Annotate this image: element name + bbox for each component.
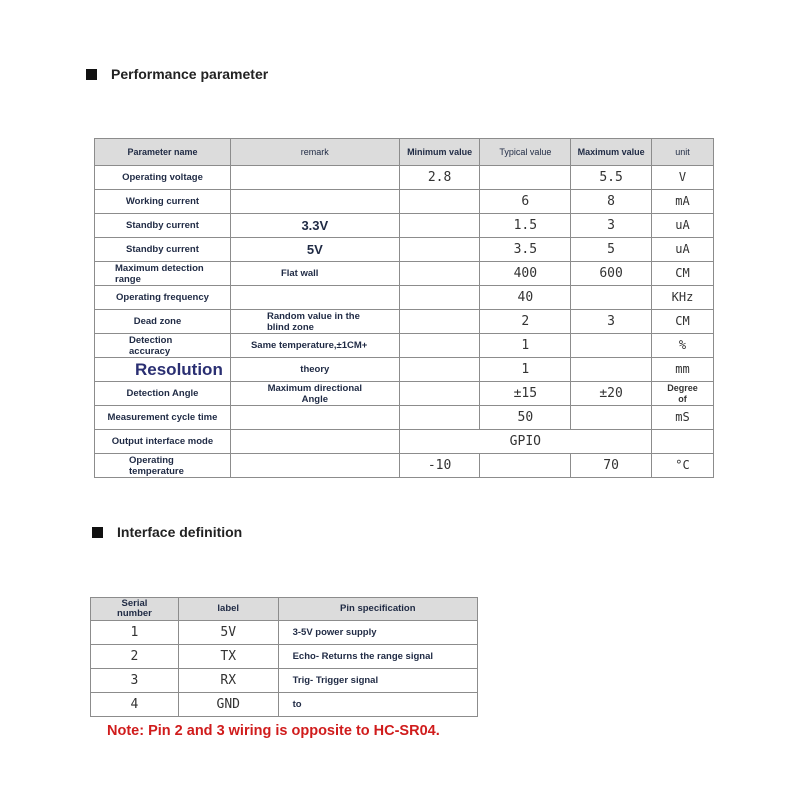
param-name: Operating voltage bbox=[95, 166, 231, 190]
table-row bbox=[95, 382, 714, 406]
param-name: Standby current bbox=[95, 238, 231, 262]
param-max: 3 bbox=[571, 214, 652, 238]
param-unit: uA bbox=[652, 238, 714, 262]
param-remark: Same temperature,±1CM+ bbox=[230, 334, 399, 358]
param-min bbox=[399, 238, 480, 262]
param-unit: CM bbox=[652, 262, 714, 286]
param-name: Detection accuracy bbox=[95, 334, 231, 358]
param-unit bbox=[652, 430, 714, 454]
param-typ: 1.5 bbox=[480, 214, 571, 238]
pin-serial: 2 bbox=[91, 645, 179, 669]
param-typ bbox=[480, 166, 571, 190]
param-max bbox=[571, 334, 652, 358]
param-unit: mS bbox=[652, 406, 714, 430]
param-max: 600 bbox=[571, 262, 652, 286]
interface-header-row bbox=[91, 598, 478, 621]
param-name: Dead zone bbox=[95, 310, 231, 334]
param-typ: 50 bbox=[480, 406, 571, 430]
pin-serial: 1 bbox=[91, 621, 179, 645]
param-name: Resolution bbox=[95, 358, 231, 382]
param-typ: 400 bbox=[480, 262, 571, 286]
pin-spec: Echo- Returns the range signal bbox=[278, 645, 477, 669]
square-bullet-icon bbox=[86, 69, 97, 80]
pin-label: GND bbox=[178, 693, 278, 717]
param-name: Operating frequency bbox=[95, 286, 231, 310]
param-typ: 1 bbox=[480, 358, 571, 382]
pin-label: RX bbox=[178, 669, 278, 693]
param-min bbox=[399, 190, 480, 214]
param-typ: 3.5 bbox=[480, 238, 571, 262]
param-unit: uA bbox=[652, 214, 714, 238]
header-remark: remark bbox=[230, 139, 399, 166]
param-unit: °C bbox=[652, 454, 714, 478]
param-value: GPIO bbox=[399, 430, 651, 454]
param-min bbox=[399, 310, 480, 334]
param-max: 5 bbox=[571, 238, 652, 262]
param-max: 70 bbox=[571, 454, 652, 478]
performance-title-text: Performance parameter bbox=[111, 66, 269, 82]
param-name: Output interface mode bbox=[95, 430, 231, 454]
param-remark bbox=[230, 190, 399, 214]
param-name: Measurement cycle time bbox=[95, 406, 231, 430]
header-serial-number: Serial number bbox=[91, 598, 179, 621]
param-min bbox=[399, 286, 480, 310]
table-row bbox=[95, 190, 714, 214]
param-unit: Degree of bbox=[652, 382, 714, 406]
param-typ: 2 bbox=[480, 310, 571, 334]
param-min: 2.8 bbox=[399, 166, 480, 190]
header-parameter-name: Parameter name bbox=[95, 139, 231, 166]
table-row bbox=[95, 334, 714, 358]
param-remark: Maximum directional Angle bbox=[230, 382, 399, 406]
param-min bbox=[399, 382, 480, 406]
table-row bbox=[95, 310, 714, 334]
param-min bbox=[399, 358, 480, 382]
param-min bbox=[399, 214, 480, 238]
param-max bbox=[571, 286, 652, 310]
param-max: ±20 bbox=[571, 382, 652, 406]
table-row bbox=[95, 430, 714, 454]
performance-header-row bbox=[95, 139, 714, 166]
param-min bbox=[399, 262, 480, 286]
param-max: 5.5 bbox=[571, 166, 652, 190]
param-max bbox=[571, 406, 652, 430]
param-unit: mm bbox=[652, 358, 714, 382]
pin-label: 5V bbox=[178, 621, 278, 645]
header-minimum-value: Minimum value bbox=[399, 139, 480, 166]
param-remark: theory bbox=[230, 358, 399, 382]
interface-table bbox=[90, 597, 478, 717]
param-typ: 1 bbox=[480, 334, 571, 358]
param-name: Operating temperature bbox=[95, 454, 231, 478]
table-row bbox=[95, 166, 714, 190]
interface-section-title bbox=[92, 524, 242, 540]
param-typ: 40 bbox=[480, 286, 571, 310]
pin-serial: 3 bbox=[91, 669, 179, 693]
param-min bbox=[399, 334, 480, 358]
param-unit: CM bbox=[652, 310, 714, 334]
wiring-note: Note: Pin 2 and 3 wiring is opposite to HC-SR04. bbox=[107, 723, 440, 739]
param-min bbox=[399, 406, 480, 430]
param-min: -10 bbox=[399, 454, 480, 478]
header-typical-value: Typical value bbox=[480, 139, 571, 166]
param-remark: 3.3V bbox=[230, 214, 399, 238]
pin-spec: 3-5V power supply bbox=[278, 621, 477, 645]
table-row bbox=[91, 669, 478, 693]
param-name: Maximum detection range bbox=[95, 262, 231, 286]
performance-section-title bbox=[86, 66, 268, 82]
table-row bbox=[95, 286, 714, 310]
param-name: Standby current bbox=[95, 214, 231, 238]
param-unit: KHz bbox=[652, 286, 714, 310]
table-row bbox=[91, 645, 478, 669]
param-remark bbox=[230, 430, 399, 454]
param-name: Detection Angle bbox=[95, 382, 231, 406]
pin-spec: Trig- Trigger signal bbox=[278, 669, 477, 693]
header-maximum-value: Maximum value bbox=[571, 139, 652, 166]
param-typ bbox=[480, 454, 571, 478]
param-remark bbox=[230, 406, 399, 430]
param-remark: 5V bbox=[230, 238, 399, 262]
param-typ: 6 bbox=[480, 190, 571, 214]
param-unit: V bbox=[652, 166, 714, 190]
table-row bbox=[95, 262, 714, 286]
param-remark bbox=[230, 286, 399, 310]
table-row bbox=[95, 406, 714, 430]
param-remark: Random value in the blind zone bbox=[230, 310, 399, 334]
table-row bbox=[91, 621, 478, 645]
table-row bbox=[95, 358, 714, 382]
header-pin-specification: Pin specification bbox=[278, 598, 477, 621]
performance-table bbox=[94, 138, 714, 478]
param-name: Working current bbox=[95, 190, 231, 214]
param-max: 3 bbox=[571, 310, 652, 334]
param-unit: % bbox=[652, 334, 714, 358]
pin-serial: 4 bbox=[91, 693, 179, 717]
param-max: 8 bbox=[571, 190, 652, 214]
header-label: label bbox=[178, 598, 278, 621]
param-unit: mA bbox=[652, 190, 714, 214]
square-bullet-icon bbox=[92, 527, 103, 538]
table-row bbox=[95, 238, 714, 262]
param-max bbox=[571, 358, 652, 382]
param-typ: ±15 bbox=[480, 382, 571, 406]
table-row bbox=[91, 693, 478, 717]
table-row bbox=[95, 214, 714, 238]
param-remark: Flat wall bbox=[230, 262, 399, 286]
table-row bbox=[95, 454, 714, 478]
pin-spec: to bbox=[278, 693, 477, 717]
pin-label: TX bbox=[178, 645, 278, 669]
param-remark bbox=[230, 166, 399, 190]
header-unit: unit bbox=[652, 139, 714, 166]
interface-title-text: Interface definition bbox=[117, 524, 243, 540]
param-remark bbox=[230, 454, 399, 478]
